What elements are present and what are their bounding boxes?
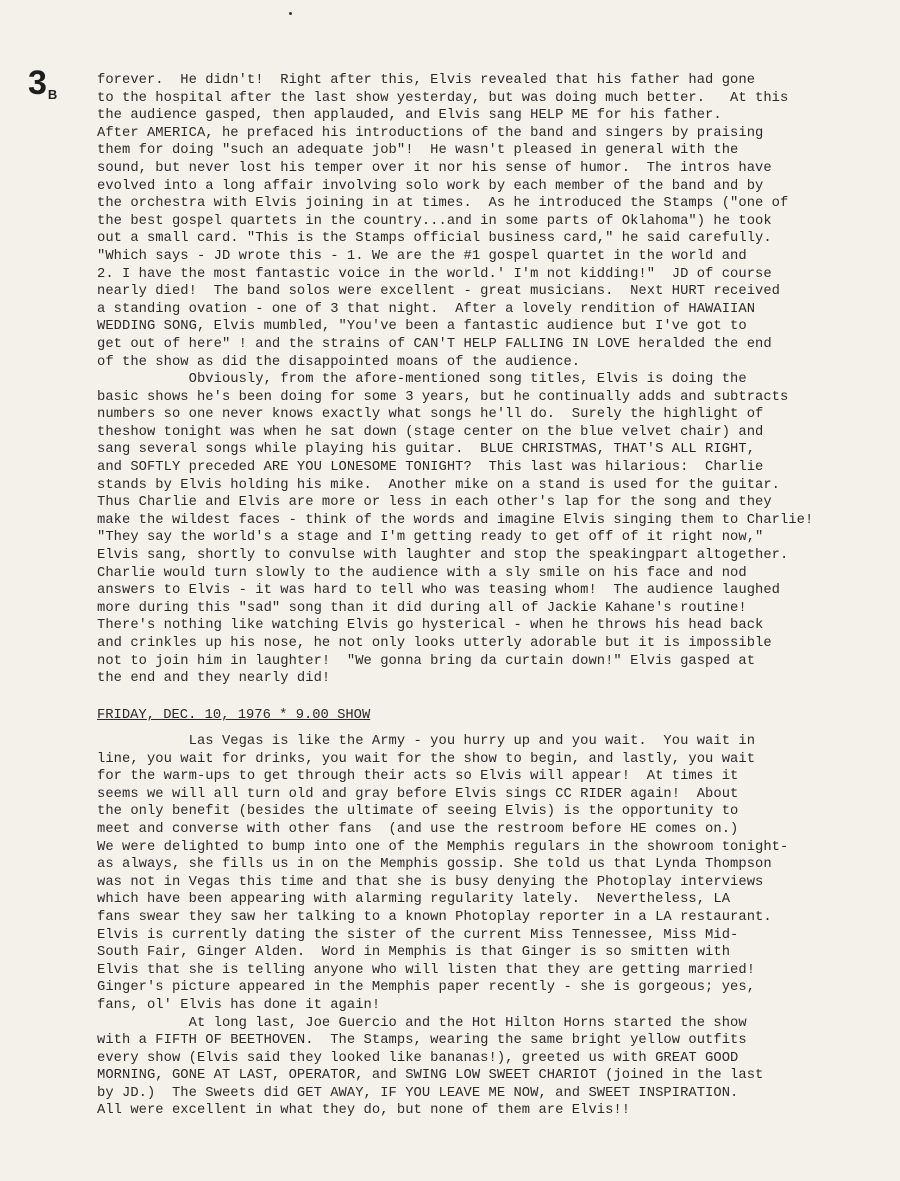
text-line: was not in Vegas this time and that she is busy denying the Photoplay interviews: [97, 874, 764, 890]
text-line: Elvis that she is telling anyone who will listen that they are getting married!: [97, 962, 756, 978]
text-line: Elvis is currently dating the sister of the current Miss Tennessee, Miss Mid-: [97, 927, 739, 943]
text-line: as always, she fills us in on the Memphis gossip. She told us that Lynda Thompson: [97, 857, 772, 873]
text-line: line, you wait for drinks, you wait for the show to begin, and lastly, you wait: [97, 751, 756, 767]
text-line: nearly died! The band solos were excellent - great musicians. Next HURT received: [97, 284, 781, 300]
text-line: not to join him in laughter! "We gonna bring da curtain down!" Elvis gasped at: [97, 653, 756, 669]
text-line: of the show as did the disappointed moans of the audience.: [97, 354, 581, 370]
text-line: and SOFTLY preceded ARE YOU LONESOME TONIGHT? This last was hilarious: Charlie: [97, 460, 764, 476]
text-line: Obviously, from the afore-mentioned song titles, Elvis is doing the: [97, 372, 747, 388]
text-line: "They say the world's a stage and I'm getting ready to get off of it right now,": [97, 530, 764, 546]
text-line: "Which says - JD wrote this - 1. We are the #1 gospel quartet in the world and: [97, 248, 747, 264]
text-line: Ginger's picture appeared in the Memphis paper recently - she is gorgeous; yes,: [97, 980, 756, 996]
text-line: We were delighted to bump into one of the Memphis regulars in the showroom tonight-: [97, 839, 789, 855]
text-line: the audience gasped, then applauded, and Elvis sang HELP ME for his father.: [97, 108, 722, 124]
text-line: by JD.) The Sweets did GET AWAY, IF YOU LEAVE ME NOW, and SWEET INSPIRATION.: [97, 1085, 739, 1101]
text-line: to the hospital after the last show yesterday, but was doing much better. At this: [97, 90, 789, 106]
text-line: All were excellent in what they do, but none of them are Elvis!!: [97, 1103, 631, 1119]
text-line: out a small card. "This is the Stamps official business card," he said carefully.: [97, 231, 772, 247]
text-line: a standing ovation - one of 3 that night. After a lovely rendition of HAWAIIAN: [97, 301, 756, 317]
text-line: stands by Elvis holding his mike. Another mike on a stand is used for the guitar.: [97, 477, 781, 493]
text-line: the end and they nearly did!: [97, 671, 331, 687]
text-line: 2. I have the most fantastic voice in the world.' I'm not kidding!" JD of course: [97, 266, 772, 282]
text-line: WEDDING SONG, Elvis mumbled, "You've been a fantastic audience but I've got to: [97, 319, 747, 335]
text-line: sang several songs while playing his guitar. BLUE CHRISTMAS, THAT'S ALL RIGHT,: [97, 442, 756, 458]
text-line: fans, ol' Elvis has done it again!: [97, 997, 381, 1013]
text-line: Las Vegas is like the Army - you hurry up and you wait. You wait in: [97, 734, 756, 749]
text-line: Charlie would turn slowly to the audience with a sly smile on his face and nod: [97, 565, 747, 581]
text-line: which have been appearing with alarming regularity lately. Nevertheless, LA: [97, 892, 731, 908]
text-line: more during this "sad" song than it did during all of Jackie Kahane's routine!: [97, 600, 747, 616]
text-line: forever. He didn't! Right after this, Elvis revealed that his father had gone: [97, 73, 756, 88]
text-line: seems we will all turn old and gray before Elvis sings CC RIDER again! About: [97, 786, 739, 802]
page-number-main: 3: [28, 64, 47, 102]
text-line: MORNING, GONE AT LAST, OPERATOR, and SWING LOW SWEET CHARIOT (joined in the last: [97, 1068, 764, 1084]
text-line: the best gospel quartets in the country...and in some parts of Oklahoma") he took: [97, 213, 772, 229]
text-line: every show (Elvis said they looked like bananas!), greeted us with GREAT GOOD: [97, 1050, 739, 1066]
text-line: There's nothing like watching Elvis go hysterical - when he throws his head back: [97, 618, 764, 634]
text-line: numbers so one never knows exactly what songs he'll do. Surely the highlight of: [97, 407, 764, 423]
text-line: meet and converse with other fans (and use the restroom before HE comes on.): [97, 821, 739, 837]
text-line: basic shows he's been doing for some 3 years, but he continually adds and subtracts: [97, 389, 789, 405]
text-line: the orchestra with Elvis joining in at times. As he introduced the Stamps ("one of: [97, 196, 789, 212]
text-line: make the wildest faces - think of the words and imagine Elvis singing them to Charlie!: [97, 512, 814, 528]
page-number: [28, 66, 57, 100]
ink-speck: [289, 12, 292, 15]
text-line: sound, but never lost his temper over it nor his sense of humor. The intros have: [97, 160, 772, 176]
text-line: answers to Elvis - it was hard to tell who was teasing whom! The audience laughed: [97, 583, 781, 599]
text-line: After AMERICA, he prefaced his introductions of the band and singers by praising: [97, 125, 764, 141]
text-line: fans swear they saw her talking to a known Photoplay reporter in a LA restaurant.: [97, 909, 772, 925]
review-continuation-text: [97, 72, 842, 688]
text-line: get out of here" ! and the strains of CAN'T HELP FALLING IN LOVE heralded the end: [97, 336, 772, 352]
text-line: them for doing "such an adequate job"! He wasn't pleased in general with the: [97, 143, 739, 159]
text-line: and crinkles up his nose, he not only looks utterly adorable but it is impossible: [97, 636, 772, 651]
text-line: Thus Charlie and Elvis are more or less in each other's lap for the song and they: [97, 495, 772, 511]
text-line: South Fair, Ginger Alden. Word in Memphis is that Ginger is so smitten with: [97, 945, 731, 961]
show-date-heading: FRIDAY, DEC. 10, 1976 * 9.00 SHOW: [97, 708, 371, 723]
text-line: Elvis sang, shortly to convulse with laughter and stop the speakingpart altogether.: [97, 548, 789, 564]
text-line: with a FIFTH OF BEETHOVEN. The Stamps, wearing the same bright yellow outfits: [97, 1033, 747, 1049]
text-line: theshow tonight was when he sat down (stage center on the blue velvet chair) and: [97, 424, 764, 440]
text-line: evolved into a long affair involving solo work by each member of the band and by: [97, 178, 764, 194]
text-line: for the warm-ups to get through their acts so Elvis will appear! At times it: [97, 769, 739, 785]
friday-show-text: [97, 733, 842, 1120]
text-line: the only benefit (besides the ultimate of seeing Elvis) is the opportunity to: [97, 804, 739, 820]
page-number-sub: B: [47, 87, 58, 102]
text-line: At long last, Joe Guercio and the Hot Hilton Horns started the show: [97, 1015, 747, 1031]
